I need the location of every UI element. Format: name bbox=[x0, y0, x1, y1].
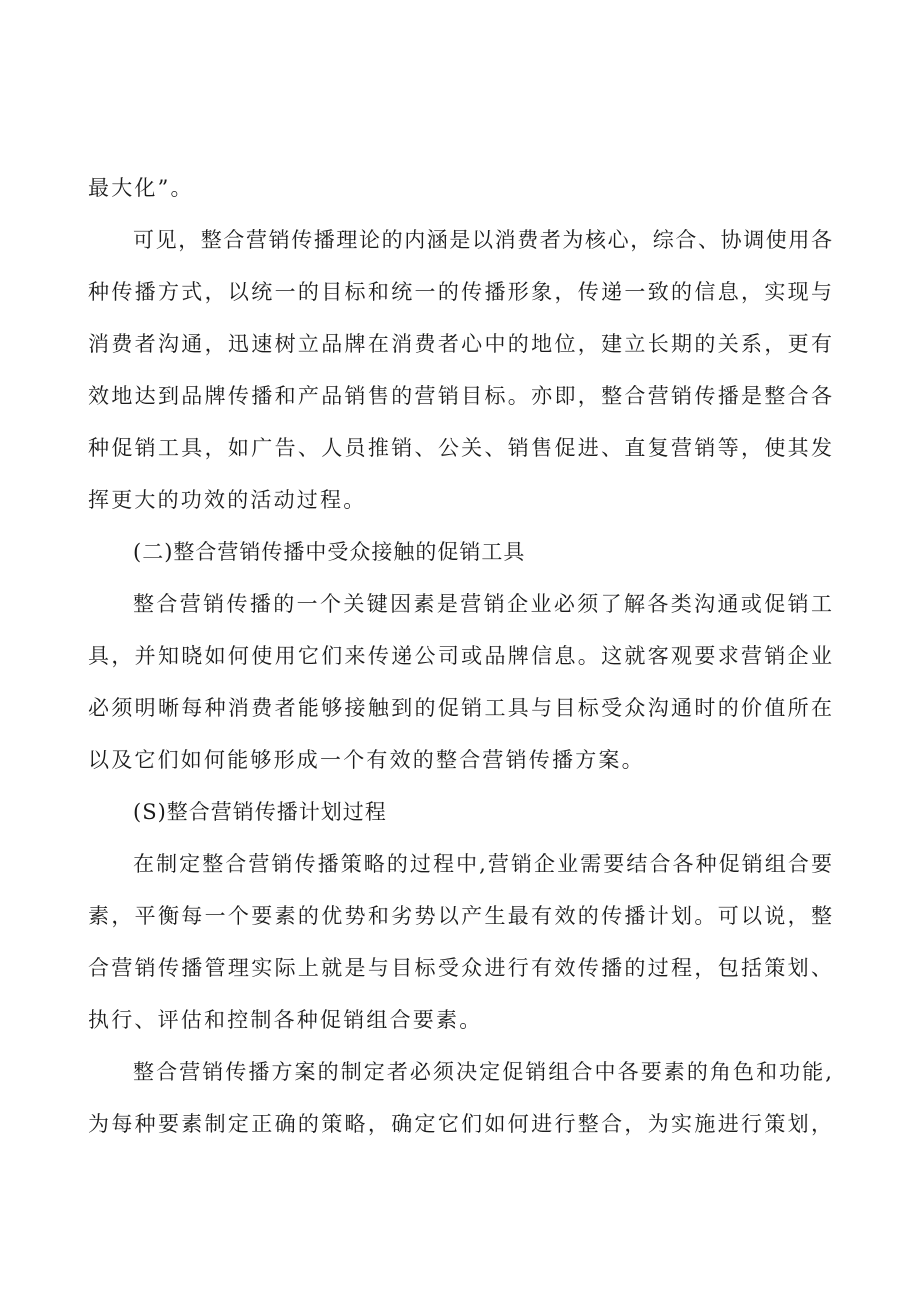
paragraph-line: 整合营销传播的一个关键因素是营销企业必须了解各类沟通或促销工 bbox=[133, 592, 832, 616]
paragraph-line: 为每种要素制定正确的策略，确定它们如何进行整合，为实施进行策划， bbox=[88, 1112, 832, 1136]
paragraph-line: 消费者沟通，迅速树立品牌在消费者心中的地位，建立长期的关系，更有 bbox=[88, 332, 832, 356]
paragraph-line: 素，平衡每一个要素的优势和劣势以产生最有效的传播计划。可以说，整 bbox=[88, 904, 832, 928]
section-heading: (二)整合营销传播中受众接触的促销工具 bbox=[133, 540, 526, 564]
paragraph-line: 合营销传播管理实际上就是与目标受众进行有效传播的过程，包括策划、 bbox=[88, 956, 832, 980]
paragraph-line: 必须明晰每种消费者能够接触到的促销工具与目标受众沟通时的价值所在 bbox=[88, 696, 832, 720]
paragraph-line: 种传播方式，以统一的目标和统一的传播形象，传递一致的信息，实现与 bbox=[88, 280, 832, 304]
paragraph-line: 执行、评估和控制各种促销组合要素。 bbox=[88, 1008, 483, 1032]
paragraph-line: 效地达到品牌传播和产品销售的营销目标。亦即，整合营销传播是整合各 bbox=[88, 384, 832, 408]
section-heading: (S)整合营销传播计划过程 bbox=[133, 800, 387, 824]
paragraph-line: 挥更大的功效的活动过程。 bbox=[88, 488, 367, 512]
paragraph-line: 以及它们如何能够形成一个有效的整合营销传播方案。 bbox=[88, 748, 645, 772]
paragraph-continuation-line: 最大化”。 bbox=[88, 176, 194, 200]
paragraph-line: 种促销工具，如广告、人员推销、公关、销售促进、直复营销等，使其发 bbox=[88, 436, 832, 460]
paragraph-line: 可见，整合营销传播理论的内涵是以消费者为核心，综合、协调使用各 bbox=[133, 228, 832, 252]
paragraph-line: 整合营销传播方案的制定者必须决定促销组合中各要素的角色和功能, bbox=[133, 1060, 832, 1084]
paragraph-line: 在制定整合营销传播策略的过程中,营销企业需要结合各种促销组合要 bbox=[133, 852, 832, 876]
paragraph-line: 具，并知晓如何使用它们来传递公司或品牌信息。这就客观要求营销企业 bbox=[88, 644, 832, 668]
